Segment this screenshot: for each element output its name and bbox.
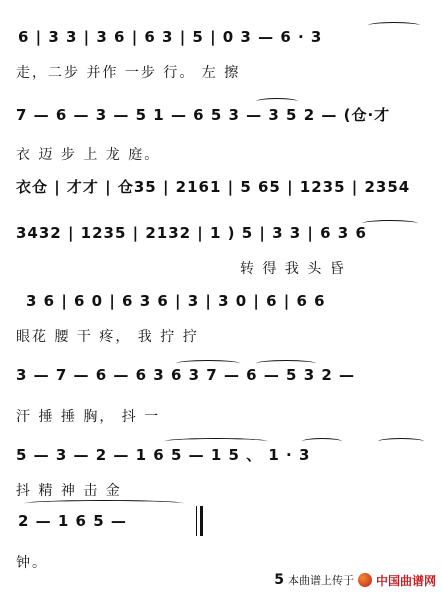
notes-row-1: 6 | 3 3 | 3 6 | 6 3 | 5 | 0 3 — 6 · 3 — [18, 28, 323, 46]
lyrics-row-4: 转 得 我 头 昏 — [240, 261, 346, 277]
slur-mark — [256, 98, 298, 105]
lyrics-row-6: 汗 捶 捶 胸， 抖 一 — [16, 409, 161, 425]
final-barline — [200, 506, 203, 536]
slur-mark — [24, 500, 184, 507]
lyrics-row-5: 眼花 腰 干 疼， 我 拧 拧 — [16, 329, 199, 345]
footer-watermark — [274, 570, 436, 590]
slur-mark — [164, 438, 268, 445]
notes-row-4: 3432 | 1235 | 2132 | 1 ) 5 | 3 3 | 6 3 6 — [16, 224, 367, 242]
slur-mark — [378, 438, 424, 445]
lyrics-row-7: 抖 精 神 击 金 — [16, 483, 122, 499]
lyrics-row-8: 钟。 — [16, 555, 48, 571]
final-barline-thin — [196, 506, 197, 536]
slur-mark — [176, 360, 240, 367]
notes-row-8: 2 — 1 6 5 — — [18, 512, 127, 530]
slur-mark — [256, 360, 316, 367]
notes-row-2: 7 — 6 — 3 — 5 1 — 6 5 3 — 3 5 2 — (仓·才 — [16, 106, 391, 124]
notes-row-6: 3 — 7 — 6 — 6 3 6 3 7 — 6 — 5 3 2 — — [16, 366, 356, 384]
site-name-cn: 中国曲谱网 — [375, 573, 436, 588]
slur-mark — [302, 438, 342, 445]
slur-mark — [362, 220, 418, 227]
lyrics-row-2: 衣 迈 步 上 龙 庭。 — [16, 147, 161, 163]
notes-row-7: 5 — 3 — 2 — 1 6 5 — 1 5 、 1 · 3 — [16, 446, 311, 464]
notes-row-5: 3 6 | 6 0 | 6 3 6 | 3 | 3 0 | 6 | 6 6 — [26, 292, 326, 310]
page-number: 5 — [274, 572, 284, 588]
slur-mark — [368, 22, 420, 29]
upload-text: 本曲谱上传于 — [287, 574, 354, 587]
qupu-logo-icon — [358, 573, 372, 587]
notes-row-3: 衣仓 | 才才 | 仓35 | 2161 | 5 65 | 1235 | 2354 — [16, 178, 411, 196]
lyrics-row-1: 走，二步 并作 一步 行。 左 擦 — [16, 65, 241, 81]
